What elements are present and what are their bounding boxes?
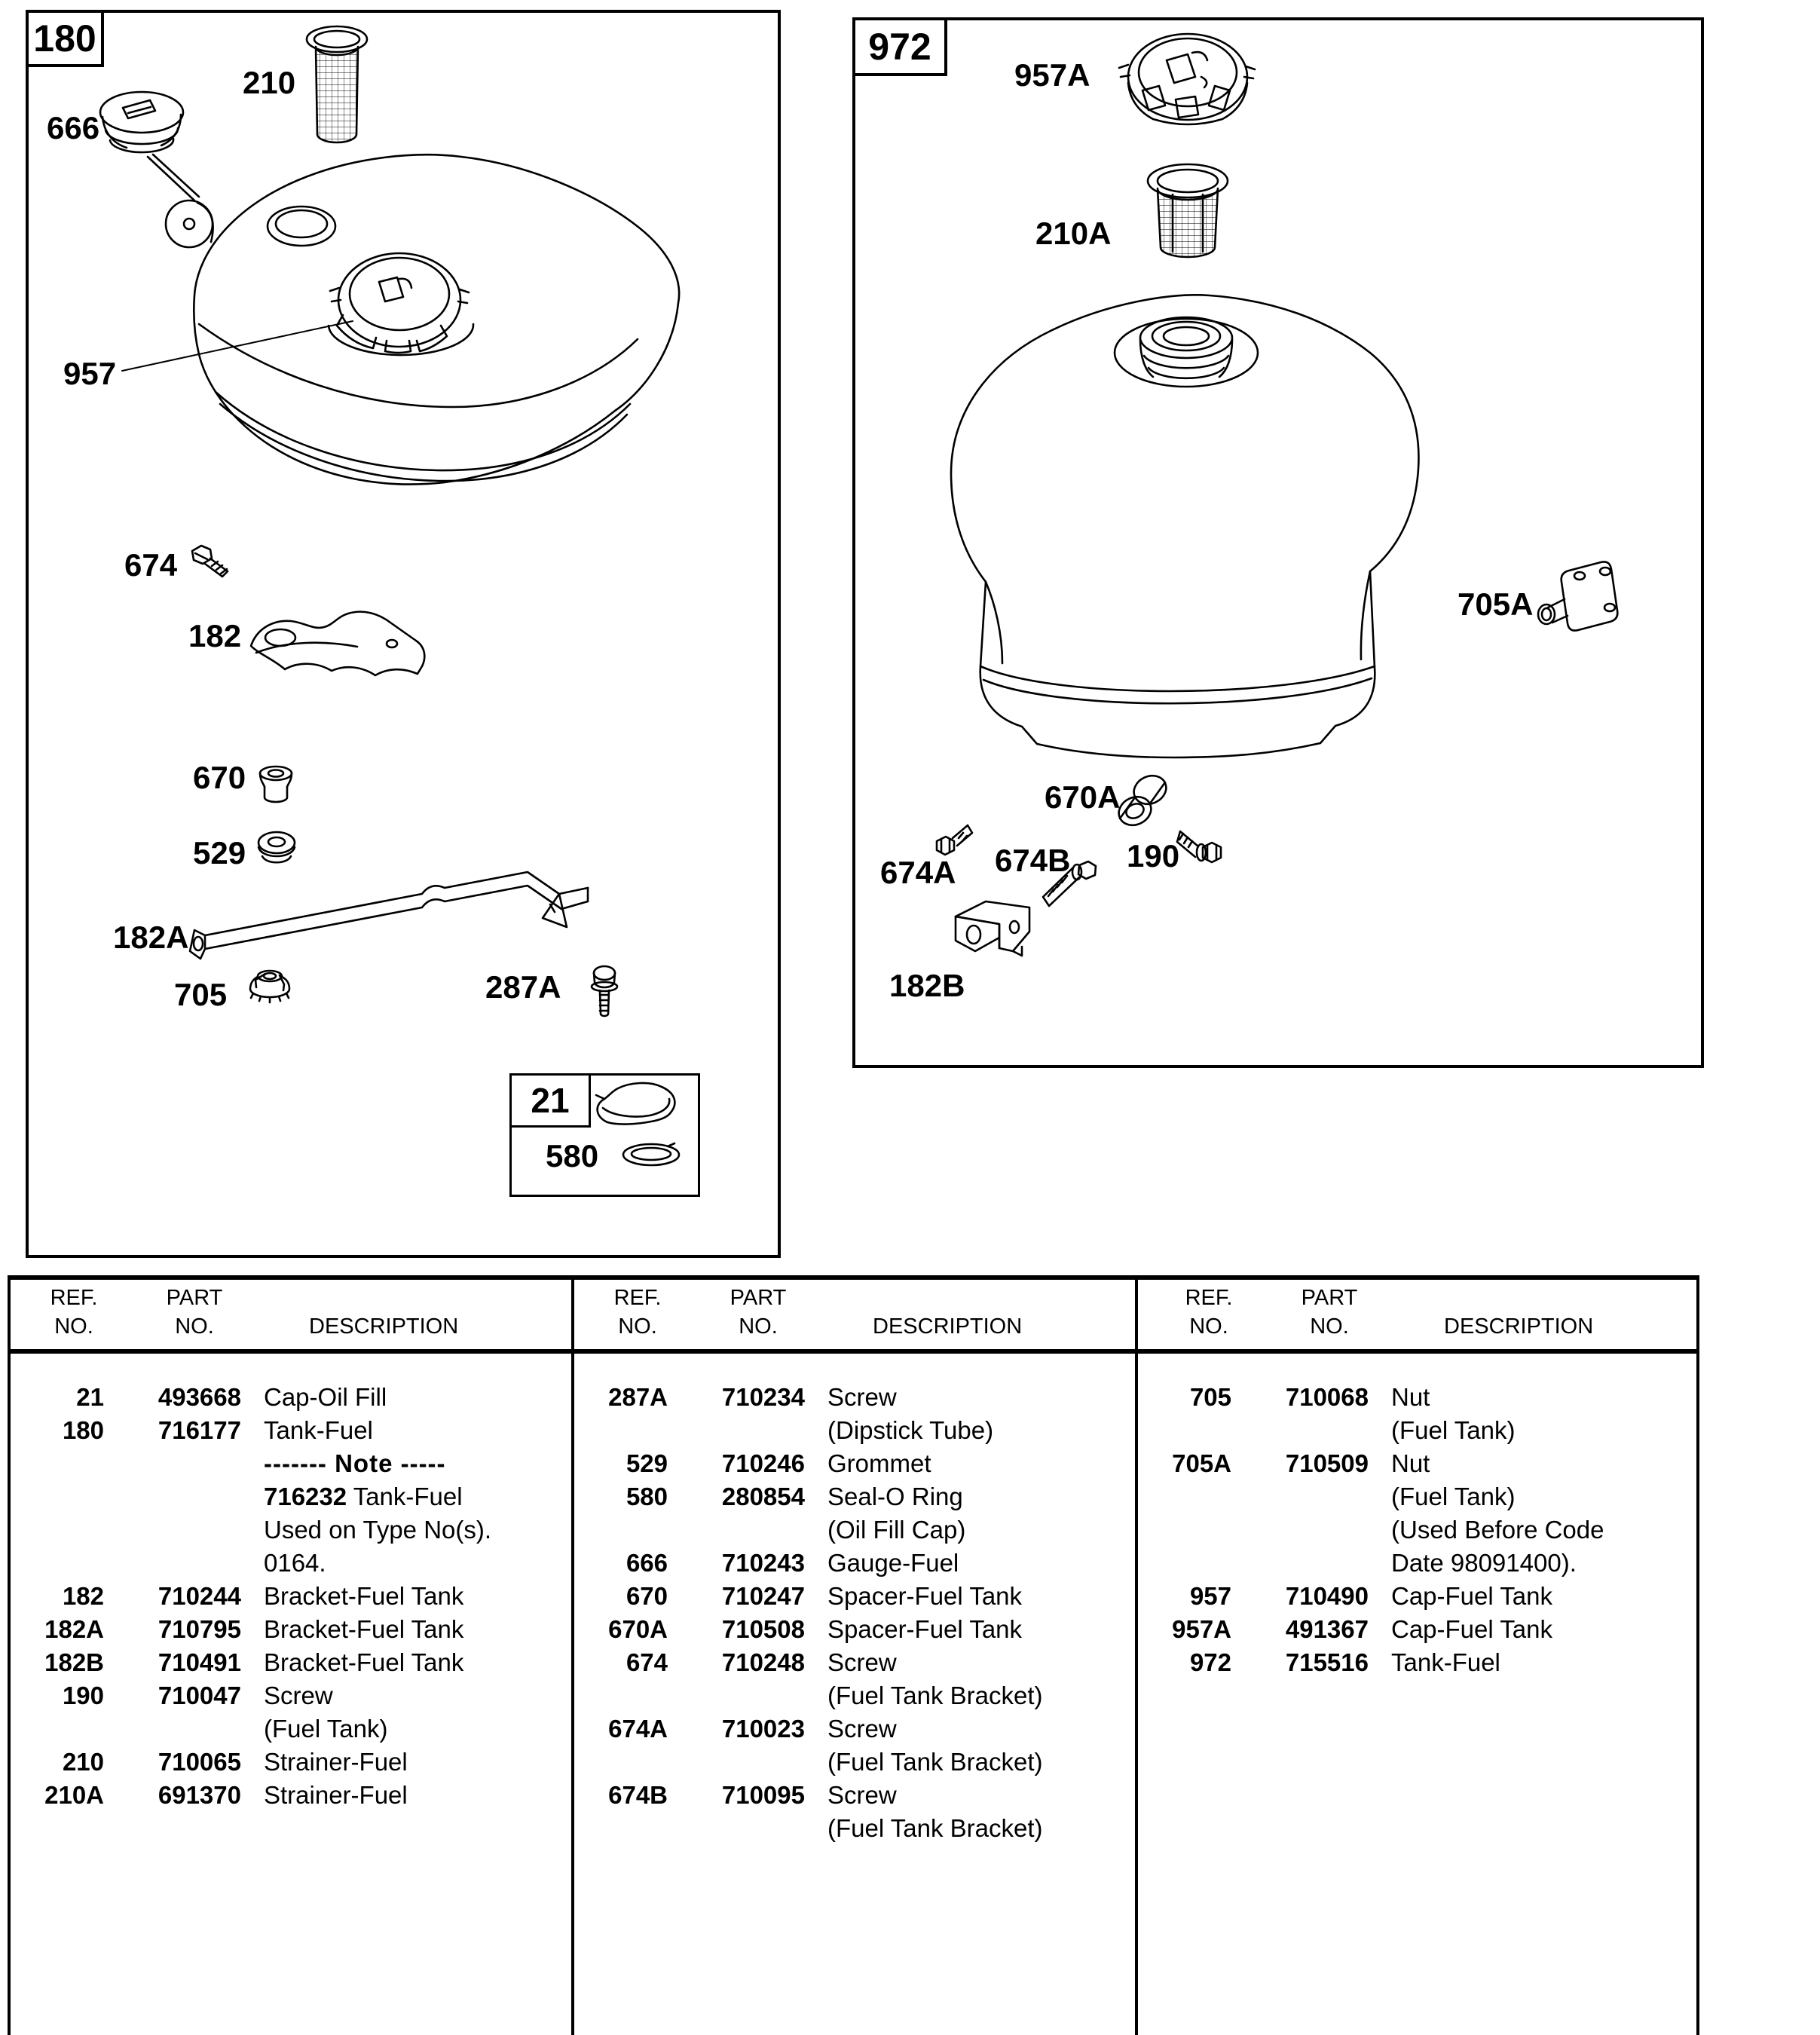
description-cell xyxy=(264,1381,387,1414)
screw-287A-drawing xyxy=(592,966,617,1016)
description-text: Tank-Fuel xyxy=(1391,1648,1500,1676)
description-cell xyxy=(827,1746,1043,1779)
screw-190-drawing xyxy=(1177,831,1221,862)
parts-table-row xyxy=(571,1414,1135,1447)
description-text: Screw xyxy=(264,1682,333,1709)
parts-table-row xyxy=(1135,1480,1696,1513)
description-cell xyxy=(264,1447,446,1480)
description-text: (Fuel Tank) xyxy=(1391,1483,1516,1510)
description-text: Bracket-Fuel Tank xyxy=(264,1648,464,1676)
description-cell xyxy=(264,1779,408,1812)
ref-no-cell: 670 xyxy=(626,1582,668,1610)
parts-table-row xyxy=(8,1779,571,1812)
fuel-strainer-210A-drawing xyxy=(1148,164,1228,257)
ref-no-cell: 705 xyxy=(1189,1383,1231,1411)
part-ref-label-705A: 705A xyxy=(1458,586,1534,622)
description-text: ------- Note ----- xyxy=(264,1449,446,1477)
description-text: Date 98091400). xyxy=(1391,1549,1577,1577)
part-no-cell: 710023 xyxy=(721,1715,805,1743)
parts-table-row xyxy=(571,1381,1135,1414)
description-text: (Dipstick Tube) xyxy=(827,1416,994,1444)
panel-180-number-box xyxy=(26,10,104,67)
description-text: Bracket-Fuel Tank xyxy=(264,1615,464,1643)
parts-table-row xyxy=(571,1746,1135,1779)
table-rows-group-2 xyxy=(571,1381,1135,1845)
parts-table-row xyxy=(571,1580,1135,1613)
table-rows-group-3 xyxy=(1135,1381,1696,1679)
fuel-tank-bracket-182-drawing xyxy=(251,612,424,675)
parts-table-row xyxy=(8,1712,571,1746)
part-no-cell: 710244 xyxy=(158,1582,241,1610)
header-partno-2: NO. xyxy=(739,1314,778,1339)
parts-table-row xyxy=(8,1746,571,1779)
parts-table-row xyxy=(8,1447,571,1480)
part-ref-label-670A: 670A xyxy=(1045,779,1121,815)
description-text: Strainer-Fuel xyxy=(264,1781,408,1809)
table-rows-group-1 xyxy=(8,1381,571,1812)
part-ref-label-182: 182 xyxy=(188,618,242,653)
description-cell xyxy=(827,1679,1043,1712)
ref-no-cell: 705A xyxy=(1172,1449,1231,1477)
parts-table-row xyxy=(8,1381,571,1414)
description-text: Cap-Fuel Tank xyxy=(1391,1582,1553,1610)
part-no-cell: 710065 xyxy=(158,1748,241,1776)
description-cell xyxy=(827,1381,897,1414)
ref-no-cell: 670A xyxy=(608,1615,668,1643)
description-text: (Fuel Tank Bracket) xyxy=(827,1814,1043,1842)
panel-180-number: 180 xyxy=(33,17,96,60)
parts-table-row xyxy=(8,1414,571,1447)
parts-table-row xyxy=(571,1646,1135,1679)
parts-table-row xyxy=(571,1779,1135,1812)
description-cell xyxy=(827,1580,1022,1613)
parts-table-row xyxy=(1135,1381,1696,1414)
parts-table-row xyxy=(571,1712,1135,1746)
part-ref-label-190: 190 xyxy=(1127,838,1180,874)
parts-table-row xyxy=(1135,1447,1696,1480)
parts-table-row xyxy=(571,1480,1135,1513)
description-cell xyxy=(264,1580,463,1613)
description-cell xyxy=(264,1513,491,1547)
description-text: Nut xyxy=(1391,1449,1430,1477)
description-cell xyxy=(827,1712,897,1746)
header-part-3: PART xyxy=(1301,1286,1358,1310)
ref-no-cell: 674B xyxy=(608,1781,668,1809)
fuel-tank-bracket-182B-drawing xyxy=(956,901,1029,956)
header-partno-1: NO. xyxy=(175,1314,214,1339)
description-text: Grommet xyxy=(827,1449,931,1477)
parts-table-row xyxy=(571,1812,1135,1845)
description-cell xyxy=(1391,1613,1552,1646)
part-no-cell: 491367 xyxy=(1285,1615,1369,1643)
parts-table-row xyxy=(8,1679,571,1712)
description-cell xyxy=(264,1480,463,1513)
description-text: Cap-Fuel Tank xyxy=(1391,1615,1553,1643)
description-bold-part-no: 716232 xyxy=(264,1483,347,1510)
description-text: Used on Type No(s). xyxy=(264,1516,492,1544)
description-text: Cap-Oil Fill xyxy=(264,1383,387,1411)
parts-table-row xyxy=(1135,1646,1696,1679)
part-ref-label-674: 674 xyxy=(124,547,178,583)
description-text: (Fuel Tank Bracket) xyxy=(827,1682,1043,1709)
fuel-tank-bracket-182A-drawing xyxy=(190,872,588,959)
description-cell xyxy=(1391,1480,1515,1513)
part-ref-label-210A: 210A xyxy=(1035,216,1112,251)
parts-table-row xyxy=(571,1513,1135,1547)
description-text: Gauge-Fuel xyxy=(827,1549,959,1577)
description-text: Seal-O Ring xyxy=(827,1483,963,1510)
description-cell xyxy=(827,1613,1022,1646)
ref-no-cell: 182B xyxy=(44,1648,104,1676)
description-text: Tank-Fuel xyxy=(347,1483,463,1510)
header-refno-3: NO. xyxy=(1189,1314,1228,1339)
description-cell xyxy=(264,1613,463,1646)
description-cell xyxy=(827,1447,931,1480)
part-no-cell: 710247 xyxy=(721,1582,805,1610)
spacer-670-drawing xyxy=(260,767,292,802)
panel-972-number: 972 xyxy=(868,26,931,68)
nut-705-drawing xyxy=(250,971,289,1002)
description-text: Bracket-Fuel Tank xyxy=(264,1582,464,1610)
parts-table-row xyxy=(1135,1580,1696,1613)
ref-no-cell: 182A xyxy=(44,1615,104,1643)
parts-table-row xyxy=(8,1547,571,1580)
description-cell xyxy=(1391,1447,1430,1480)
description-cell xyxy=(1391,1646,1500,1679)
part-no-cell: 710509 xyxy=(1285,1449,1369,1477)
description-cell xyxy=(264,1547,326,1580)
header-ref-1: REF. xyxy=(50,1286,98,1310)
parts-table-row xyxy=(571,1547,1135,1580)
description-cell xyxy=(827,1414,993,1447)
nut-705A-drawing xyxy=(1538,562,1617,630)
description-cell xyxy=(827,1812,1043,1845)
fuel-tank-cap-957-drawing xyxy=(122,253,469,371)
screw-674A-drawing xyxy=(937,825,972,855)
part-ref-label-210: 210 xyxy=(243,65,296,100)
part-ref-label-182B: 182B xyxy=(889,968,965,1003)
ref-no-cell: 957A xyxy=(1172,1615,1231,1643)
description-cell xyxy=(827,1779,897,1812)
ref-no-cell: 210A xyxy=(44,1781,104,1809)
oil-fill-gauge-666-drawing xyxy=(100,92,213,247)
part-ref-label-674A: 674A xyxy=(880,855,956,890)
part-no-cell: 493668 xyxy=(158,1383,241,1411)
part-ref-label-529: 529 xyxy=(193,835,246,871)
part-no-cell: 710795 xyxy=(158,1615,241,1643)
description-text: Spacer-Fuel Tank xyxy=(827,1615,1023,1643)
inset-box-21-number: 21 xyxy=(531,1081,570,1120)
description-text: Screw xyxy=(827,1648,897,1676)
ref-no-cell: 957 xyxy=(1189,1582,1231,1610)
fuel-tank-cap-957A-drawing xyxy=(1119,34,1255,124)
ref-no-cell: 666 xyxy=(626,1549,668,1577)
part-ref-label-666: 666 xyxy=(47,110,100,145)
ref-no-cell: 972 xyxy=(1189,1648,1231,1676)
description-cell xyxy=(1391,1381,1430,1414)
spacer-670A-drawing xyxy=(1114,770,1170,830)
description-cell xyxy=(1391,1513,1604,1547)
header-part-2: PART xyxy=(730,1286,787,1310)
parts-table-row xyxy=(571,1613,1135,1646)
description-cell xyxy=(827,1513,965,1547)
description-text: Spacer-Fuel Tank xyxy=(827,1582,1023,1610)
part-ref-label-705: 705 xyxy=(174,977,228,1012)
header-desc-1: DESCRIPTION xyxy=(309,1314,459,1339)
fuel-strainer-210-drawing xyxy=(307,26,367,142)
header-partno-3: NO. xyxy=(1310,1314,1349,1339)
part-no-cell: 710234 xyxy=(721,1383,805,1411)
description-cell xyxy=(827,1547,959,1580)
header-desc-3: DESCRIPTION xyxy=(1444,1314,1594,1339)
part-ref-label-670: 670 xyxy=(193,760,246,795)
description-cell xyxy=(264,1746,408,1779)
part-no-cell: 710248 xyxy=(721,1648,805,1676)
description-cell xyxy=(264,1414,373,1447)
ref-no-cell: 182 xyxy=(62,1582,104,1610)
description-cell xyxy=(1391,1580,1552,1613)
description-text: (Used Before Code xyxy=(1391,1516,1604,1544)
table-group-1 xyxy=(8,1281,571,2035)
part-ref-label-957: 957 xyxy=(63,356,117,391)
part-no-cell: 710246 xyxy=(721,1449,805,1477)
part-no-cell: 710508 xyxy=(721,1615,805,1643)
part-no-cell: 710490 xyxy=(1285,1582,1369,1610)
fuel-tank-180-drawing xyxy=(194,155,679,484)
parts-table-row xyxy=(1135,1414,1696,1447)
header-refno-1: NO. xyxy=(54,1314,93,1339)
part-ref-label-957A: 957A xyxy=(1014,57,1090,93)
description-text: (Oil Fill Cap) xyxy=(827,1516,966,1544)
table-group-3 xyxy=(1135,1281,1696,2035)
part-no-cell: 691370 xyxy=(158,1781,241,1809)
description-cell xyxy=(264,1679,333,1712)
ref-no-cell: 529 xyxy=(626,1449,668,1477)
header-part-1: PART xyxy=(166,1286,223,1310)
panel-972-number-box xyxy=(852,17,947,76)
ref-no-cell: 180 xyxy=(62,1416,104,1444)
ref-no-cell: 287A xyxy=(608,1383,668,1411)
parts-table-row xyxy=(1135,1547,1696,1580)
description-text: Strainer-Fuel xyxy=(264,1748,408,1776)
ref-no-cell: 674A xyxy=(608,1715,668,1743)
part-ref-label-674B: 674B xyxy=(995,843,1071,878)
parts-table-row xyxy=(571,1447,1135,1480)
header-refno-2: NO. xyxy=(618,1314,657,1339)
ref-no-cell: 210 xyxy=(62,1748,104,1776)
description-text: 0164. xyxy=(264,1549,326,1577)
part-no-cell: 710047 xyxy=(158,1682,241,1709)
description-text: Tank-Fuel xyxy=(264,1416,373,1444)
parts-table-row xyxy=(8,1646,571,1679)
parts-table-row xyxy=(1135,1613,1696,1646)
header-ref-3: REF. xyxy=(1185,1286,1233,1310)
parts-table-row xyxy=(8,1580,571,1613)
parts-table-row xyxy=(8,1513,571,1547)
table-group-2 xyxy=(571,1281,1135,2035)
description-text: Screw xyxy=(827,1383,897,1411)
description-text: Nut xyxy=(1391,1383,1430,1411)
description-cell xyxy=(264,1712,387,1746)
parts-table-row xyxy=(1135,1513,1696,1547)
description-cell xyxy=(1391,1414,1515,1447)
part-no-cell: 710095 xyxy=(721,1781,805,1809)
ref-no-cell: 190 xyxy=(62,1682,104,1709)
description-text: Screw xyxy=(827,1781,897,1809)
part-ref-label-182A: 182A xyxy=(113,920,189,955)
part-no-cell: 710243 xyxy=(721,1549,805,1577)
screw-674-drawing xyxy=(192,546,228,577)
part-no-cell: 710491 xyxy=(158,1648,241,1676)
table-right-border xyxy=(1696,1275,1699,2035)
header-ref-2: REF. xyxy=(613,1286,662,1310)
grommet-529-drawing xyxy=(258,832,295,862)
fuel-tank-972-drawing xyxy=(951,295,1418,757)
description-text: (Fuel Tank Bracket) xyxy=(827,1748,1043,1776)
header-desc-2: DESCRIPTION xyxy=(873,1314,1023,1339)
parts-table-row xyxy=(571,1679,1135,1712)
part-no-cell: 280854 xyxy=(721,1483,805,1510)
description-text: (Fuel Tank) xyxy=(264,1715,388,1743)
part-ref-label-580: 580 xyxy=(546,1138,599,1174)
ref-no-cell: 21 xyxy=(76,1383,104,1411)
parts-table-row xyxy=(8,1613,571,1646)
parts-table-row xyxy=(8,1480,571,1513)
description-cell xyxy=(264,1646,463,1679)
description-text: Screw xyxy=(827,1715,897,1743)
description-cell xyxy=(827,1480,963,1513)
part-no-cell: 710068 xyxy=(1285,1383,1369,1411)
table-top-border xyxy=(8,1275,1699,1280)
ref-no-cell: 674 xyxy=(626,1648,668,1676)
inset-box-21-number-box xyxy=(509,1073,591,1128)
description-cell xyxy=(827,1646,897,1679)
part-no-cell: 715516 xyxy=(1285,1648,1369,1676)
ref-no-cell: 580 xyxy=(626,1483,668,1510)
description-cell xyxy=(1391,1547,1577,1580)
part-ref-label-287A: 287A xyxy=(485,969,561,1005)
part-no-cell: 716177 xyxy=(158,1416,241,1444)
description-text: (Fuel Tank) xyxy=(1391,1416,1516,1444)
